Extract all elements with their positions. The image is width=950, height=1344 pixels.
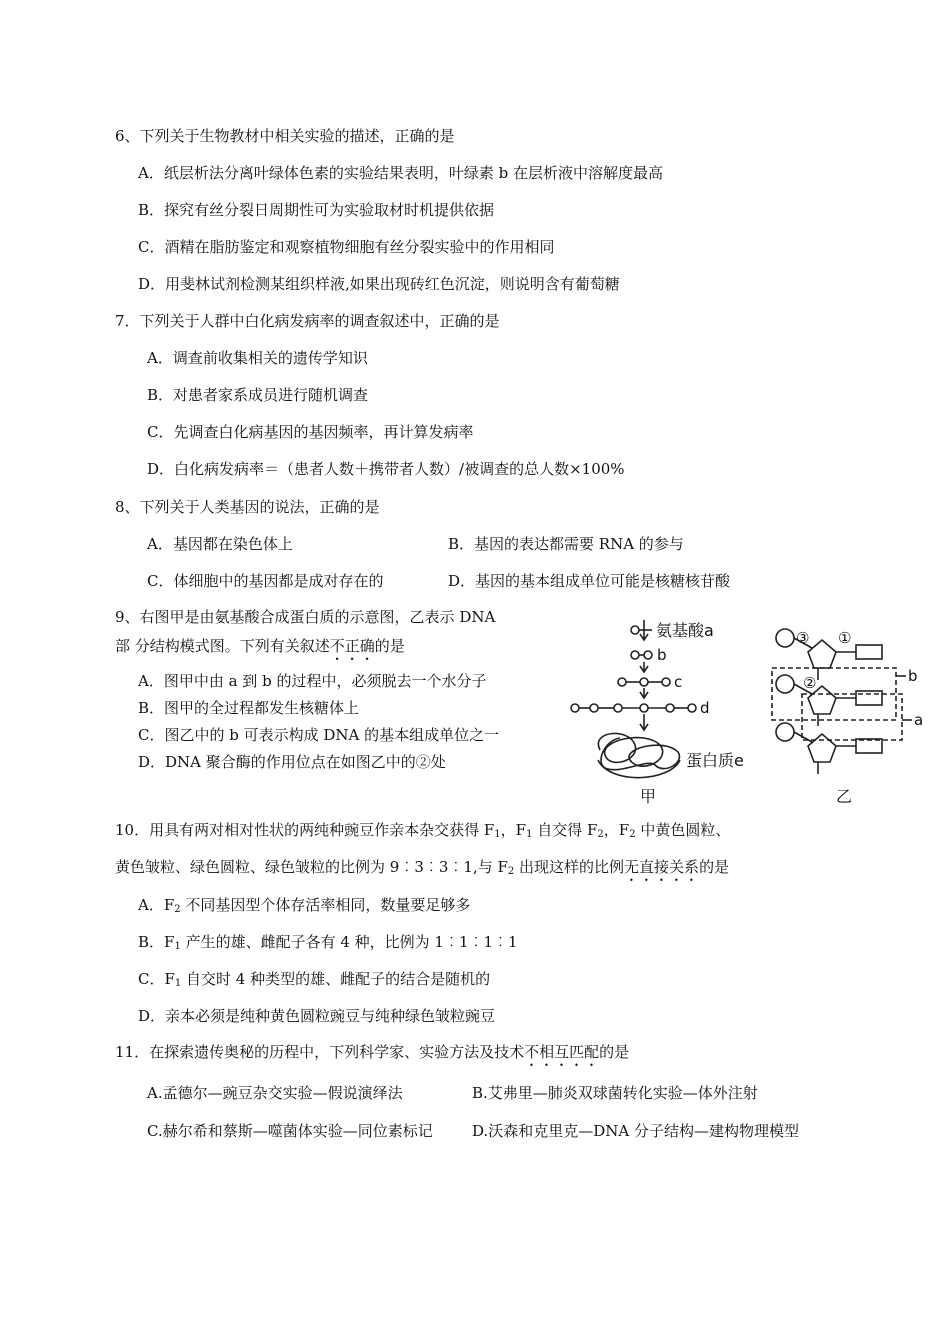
q9-option-b: B．图甲的全过程都发生核糖体上 [138, 699, 360, 717]
q10-a-sub: 2 [174, 904, 181, 915]
q9-option-c: C．图乙中的 b 可表示构成 DNA 的基本组成单位之一 [138, 726, 500, 744]
q8-stem: 8、下列关于人类基因的说法，正确的是 [115, 498, 380, 516]
q9-figure [560, 610, 940, 810]
q10-c-pre: C．F [138, 970, 175, 988]
q11-stem-emphasis: 不相互匹配 [524, 1043, 600, 1061]
q11-option-c: C.赫尔希和蔡斯—噬菌体实验—同位素标记 [147, 1122, 433, 1140]
q9-stem-line2 [115, 636, 405, 664]
q10-text: 中黄色圆粒、 [635, 821, 731, 839]
q10-text: 的是 [699, 858, 730, 876]
q10-sub: 2 [629, 829, 636, 840]
q11-option-b: B.艾弗里—肺炎双球菌转化实验—体外注射 [472, 1084, 758, 1102]
q10-text: 黄色皱粒、绿色圆粒、绿色皱粒的比例为 9︰3︰3︰1,与 F [115, 858, 508, 876]
q10-b-post: 产生的雄、雌配子各有 4 种，比例为 1︰1︰1︰1 [180, 933, 518, 951]
q10-a-pre: A．F [138, 896, 175, 914]
q10-option-d: D．亲本必须是纯种黄色圆粒豌豆与纯种绿色皱粒豌豆 [138, 1007, 496, 1025]
q8-option-a: A．基因都在染色体上 [147, 535, 293, 553]
q9-stem-line1: 9、右图甲是由氨基酸合成蛋白质的示意图，乙表示 DNA [115, 608, 496, 626]
q7-option-c: C．先调查白化病基因的基因频率，再计算发病率 [147, 423, 474, 441]
q6-option-a: A．纸层析法分离叶绿体色素的实验结果表明，叶绿素 b 在层析液中溶解度最高 [138, 164, 663, 182]
fig-num-2: ② [803, 674, 817, 692]
q10-option-c [138, 969, 490, 994]
q10-b-sub: 1 [174, 941, 181, 952]
q9-option-d: D．DNA 聚合酶的作用位点在如图乙中的②处 [138, 753, 446, 771]
q7-option-d: D．白化病发病率＝（患者人数＋携带者人数）/被调查的总人数×100% [147, 460, 625, 478]
fig-num-1: ① [838, 629, 852, 647]
q11-option-a: A.孟德尔—豌豆杂交实验—假说演绎法 [147, 1084, 403, 1102]
q9-stem-emphasis: 不正确 [329, 637, 375, 655]
q6-option-b: B．探究有丝分裂日周期性可为实验取材时机提供依据 [138, 201, 495, 219]
fig-d-label: d [700, 699, 710, 717]
q9-stem-post: 的是 [374, 637, 405, 655]
q10-text: 10．用具有两对相对性状的两纯种豌豆作亲本杂交获得 F [115, 821, 495, 839]
fig-side-a: a [914, 711, 924, 729]
q11-stem [115, 1042, 629, 1070]
fig-c-label: c [674, 673, 683, 691]
q10-c-post: 自交时 4 种类型的雄、雌配子的结合是随机的 [181, 970, 491, 988]
fig-yi-label: 乙 [836, 787, 853, 806]
q10-stem-line1 [115, 820, 730, 845]
q11-stem-post: 的是 [599, 1043, 630, 1061]
fig-num-3: ③ [796, 629, 810, 647]
q10-a-post: 不同基因型个体存活率相同，数量要足够多 [180, 896, 471, 914]
q10-sub: 1 [526, 829, 533, 840]
fig-jia-label: 甲 [640, 787, 657, 806]
q10-b-pre: B．F [138, 933, 175, 951]
q6-stem: 6、下列关于生物教材中相关实验的描述，正确的是 [115, 127, 455, 145]
q10-text: ，F [603, 821, 630, 839]
q10-option-a [138, 895, 470, 920]
q8-option-c: C．体细胞中的基因都是成对存在的 [147, 572, 384, 590]
q11-option-d: D.沃森和克里克—DNA 分子结构—建构物理模型 [472, 1122, 800, 1140]
q10-stem-line2 [115, 857, 729, 885]
q10-sub: 1 [494, 829, 501, 840]
q6-option-c: C．酒精在脂肪鉴定和观察植物细胞有丝分裂实验中的作用相同 [138, 238, 555, 256]
q10-text: 自交得 F [532, 821, 598, 839]
q9-stem-pre: 部 分结构模式图。下列有关叙述 [115, 637, 330, 655]
q11-stem-pre: 11．在探索遗传奥秘的历程中，下列科学家、实验方法及技术 [115, 1043, 525, 1061]
q7-stem: 7．下列关于人群中白化病发病率的调查叙述中，正确的是 [115, 312, 500, 330]
q10-stem-emphasis: 无直接关系 [624, 858, 700, 876]
q8-option-b: B．基因的表达都需要 RNA 的参与 [448, 535, 684, 553]
q10-sub: 2 [597, 829, 604, 840]
q10-text: 出现这样的比例 [514, 858, 625, 876]
q6-option-d: D．用斐林试剂检测某组织样液,如果出现砖红色沉淀，则说明含有葡萄糖 [138, 275, 620, 293]
q10-text: ，F [500, 821, 527, 839]
fig-side-b: b [908, 667, 918, 685]
q10-c-sub: 1 [174, 978, 182, 989]
fig-amino-label: 氨基酸a [656, 621, 714, 640]
q10-sub: 2 [507, 866, 515, 877]
q7-option-b: B．对患者家系成员进行随机调查 [147, 386, 369, 404]
fig-b-label: b [657, 646, 667, 664]
q8-option-d: D．基因的基本组成单位可能是核糖核苷酸 [448, 572, 731, 590]
fig-protein-label: 蛋白质e [686, 751, 744, 770]
q7-option-a: A．调查前收集相关的遗传学知识 [147, 349, 368, 367]
q10-option-b [138, 932, 518, 957]
q9-option-a: A．图甲中由 a 到 b 的过程中，必须脱去一个水分子 [138, 672, 487, 690]
